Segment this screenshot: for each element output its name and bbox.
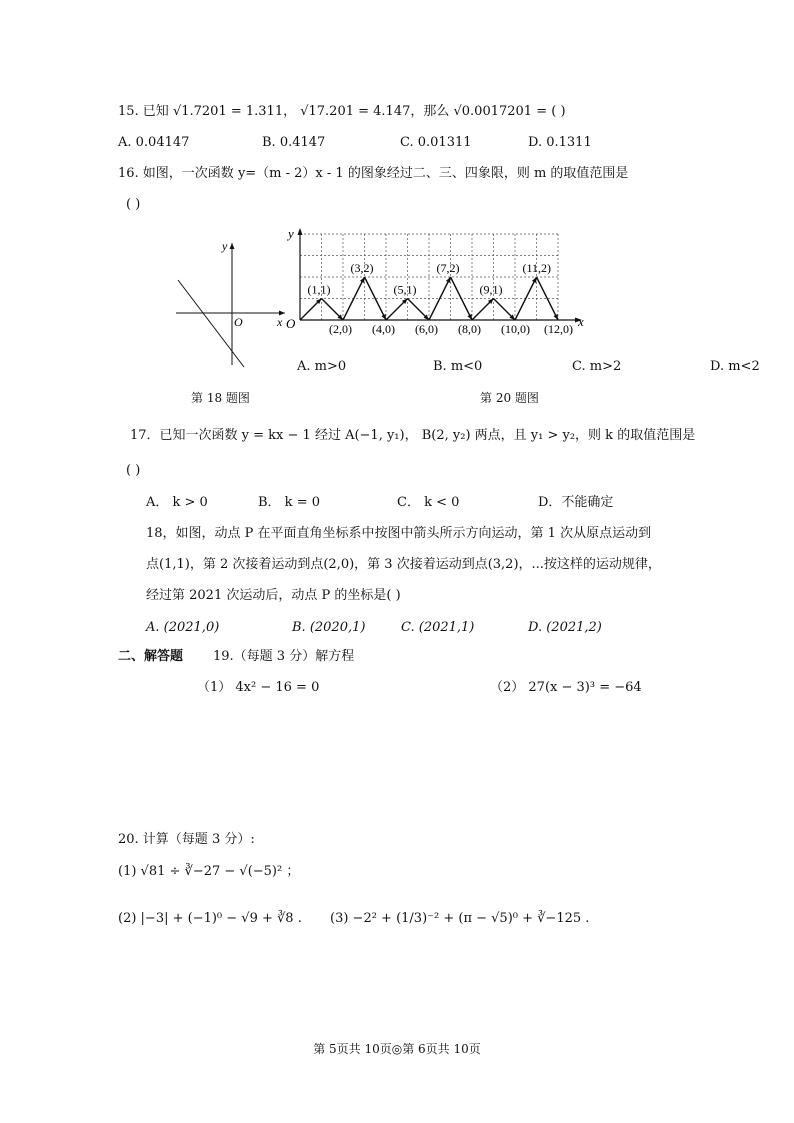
- q20-expression-3: (3) −2² + (1/3)⁻² + (π − √5)⁰ + ∛−125 .: [330, 911, 590, 926]
- fig20-path-segment: [537, 277, 559, 320]
- figure-20: [282, 224, 592, 336]
- q19-equation-2: （2） 27(x − 3)³ = −64: [490, 680, 642, 695]
- fig20-path-segment: [365, 277, 387, 320]
- q18-line-2: 点(1,1)，第 2 次接着运动到点(2,0)，第 3 次接着运动到点(3,2)，...按这样的运动规律，: [146, 557, 661, 572]
- q15-option-b: B. 0.4147: [262, 135, 326, 150]
- q16-option-b: B. m<0: [433, 359, 483, 374]
- q15-option-d: D. 0.1311: [528, 135, 592, 150]
- fig18-x-label: x: [277, 315, 283, 329]
- q15-option-a: A. 0.04147: [118, 135, 190, 150]
- fig20-point-label: (12,0): [544, 322, 573, 336]
- fig20-point-label: (1,1): [307, 282, 331, 297]
- fig20-caption: 第 20 题图: [480, 391, 539, 405]
- q19-equation-1: （1） 4x² − 16 = 0: [197, 680, 320, 695]
- q17-option-b: B． k = 0: [258, 495, 320, 510]
- q17-stem: 17．已知一次函数 y = kx − 1 经过 A(−1, y₁)， B(2, y₂) 两点，且 y₁ > y₂，则 k 的取值范围是: [130, 428, 696, 443]
- fig20-origin-label: O: [286, 316, 296, 331]
- q16-paren: ( ): [126, 197, 141, 212]
- q17-option-a: A． k > 0: [146, 495, 208, 510]
- q20-title: 20. 计算（每题 3 分）:: [118, 832, 255, 847]
- q18-option-c: C. (2021,1): [401, 620, 475, 635]
- q16-option-d: D. m<2: [710, 359, 760, 374]
- fig20-point-label: (3,2): [350, 261, 374, 275]
- fig20-point-label: (9,1): [479, 282, 503, 297]
- page-footer: 第 5页共 10页◎第 6页共 10页: [313, 1042, 481, 1056]
- q18-line-1: 18，如图，动点 P 在平面直角坐标系中按图中箭头所示方向运动，第 1 次从原点运动到: [146, 526, 652, 541]
- q18-option-a: A. (2021,0): [146, 620, 220, 635]
- figure-18: [170, 235, 290, 370]
- fig20-point-label: (10,0): [501, 322, 530, 336]
- q17-paren: ( ): [126, 463, 141, 478]
- q16-option-c: C. m>2: [572, 359, 622, 374]
- q20-expression-2: (2) |−3| + (−1)⁰ − √9 + ∛8 .: [118, 911, 302, 926]
- q18-line-3: 经过第 2021 次运动后，动点 P 的坐标是( ): [146, 588, 401, 603]
- fig18-caption: 第 18 题图: [191, 391, 250, 405]
- q18-option-b: B. (2020,1): [292, 620, 366, 635]
- section-2-heading: 二、解答题: [118, 649, 184, 664]
- fig20-y-label: y: [288, 226, 294, 241]
- q15-stem: 15. 已知 √1.7201 = 1.311， √17.201 = 4.147，那么 √0.0017201 = ( ): [118, 104, 566, 119]
- fig18-origin-label: O: [234, 315, 243, 329]
- fig20-point-label: (4,0): [372, 322, 395, 336]
- fig20-point-label: (2,0): [329, 322, 352, 336]
- fig20-point-label: (8,0): [458, 322, 481, 336]
- q15-option-c: C. 0.01311: [400, 135, 472, 150]
- q17-option-d: D．不能确定: [538, 495, 614, 510]
- q19-title: 19.（每题 3 分）解方程: [213, 649, 355, 664]
- q18-option-d: D. (2021,2): [528, 620, 602, 635]
- fig20-x-label: x: [578, 314, 584, 329]
- fig20-point-label: (11,2): [522, 261, 552, 275]
- q17-option-c: C． k < 0: [397, 495, 460, 510]
- fig20-point-label: (7,2): [436, 261, 460, 275]
- q20-expression-1: (1) √81 ÷ ∛−27 − √(−5)² ；: [118, 864, 300, 879]
- fig20-point-label: (5,1): [393, 282, 417, 297]
- q16-stem: 16. 如图，一次函数 y=（m - 2）x - 1 的图象经过二、三、四象限，则 m 的取值范围是: [118, 166, 629, 181]
- fig18-y-label: y: [222, 239, 228, 253]
- q16-option-a: A. m>0: [297, 359, 347, 374]
- fig20-point-label: (6,0): [415, 322, 438, 336]
